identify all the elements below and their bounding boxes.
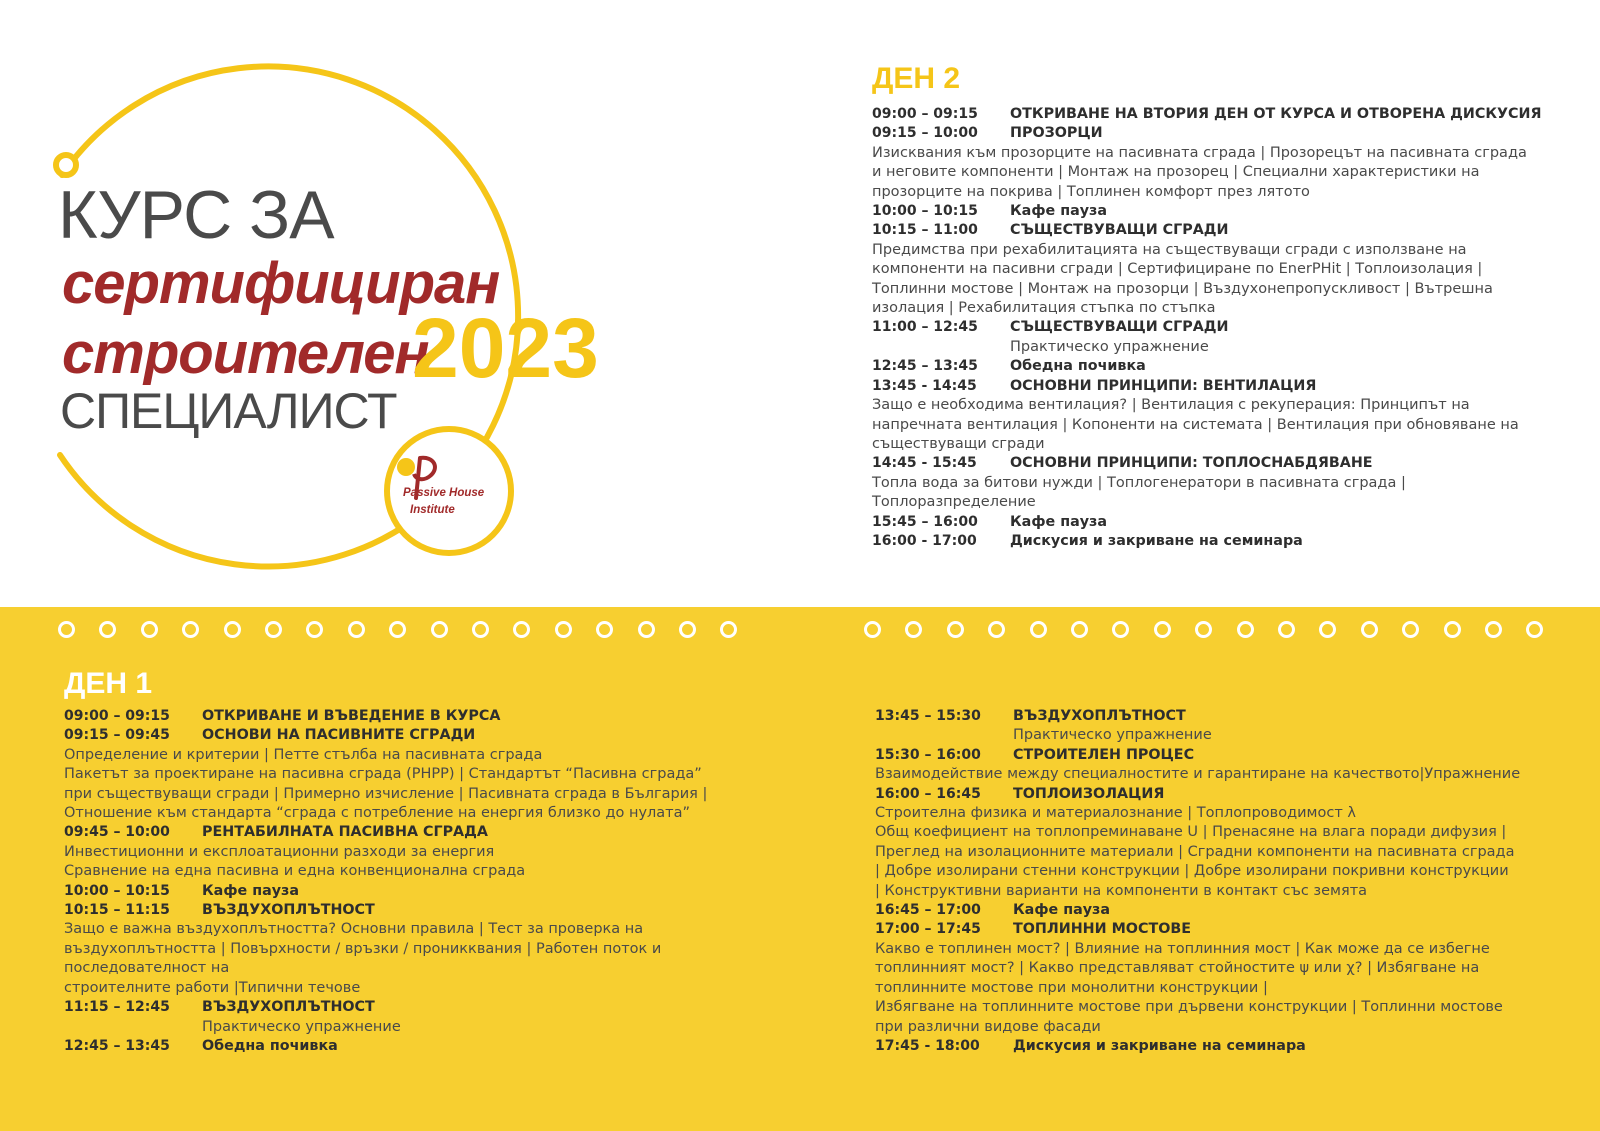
day1-schedule-column1	[64, 707, 784, 1056]
item-subtitle: Практическо упражнение	[202, 1018, 401, 1035]
item-title: ПРОЗОРЦИ	[1010, 125, 1103, 142]
schedule-item	[875, 1037, 1575, 1056]
title-line-specialist: СПЕЦИАЛИСТ	[60, 383, 397, 439]
ring-start-circle	[56, 155, 76, 175]
item-time: 12:45 – 13:45	[64, 1037, 170, 1054]
item-time: 09:45 – 10:00	[64, 824, 170, 841]
item-description: Топла вода за битови нужди | Топлогенератори в пасивната сграда | Топлоразпределение	[872, 474, 1406, 511]
item-time: 10:15 – 11:15	[64, 902, 170, 919]
item-description: Какво е топлинен мост? | Влияние на топлинния мост | Как може да се избегне топлинният мост? | Какво представляват стойностите ψ или χ? | Избягване на топлинните мостове при монолитни конструкции | Избягване на топлинните мостове при дървени конструкции | Топлинни мостове при различни видове фасади	[875, 940, 1503, 1035]
schedule-item	[875, 920, 1575, 939]
schedule-item	[64, 998, 784, 1017]
binding-dot	[224, 621, 241, 638]
binding-dot	[555, 621, 572, 638]
item-time: 16:45 – 17:00	[875, 902, 981, 919]
item-time: 14:45 - 15:45	[872, 455, 977, 472]
item-description: Предимства при рехабилитацията на съществуващи сгради с използване на компоненти на пасивни сгради | Сертифициране по EnerPHit | Топлоизолация | Топлинни мостове | Монтаж на прозорци | Въздухонепропускливост | Вътрешна изолация | Рехабилитация стъпка по стъпка	[872, 241, 1493, 317]
item-time: 13:45 – 15:30	[875, 708, 981, 724]
item-title: ТОПЛИННИ МОСТОВЕ	[1013, 921, 1192, 938]
schedule-item	[64, 1037, 784, 1056]
binding-dot	[679, 621, 696, 638]
item-time: 16:00 - 17:00	[872, 532, 977, 549]
item-time: 09:00 – 09:15	[64, 708, 170, 724]
day1-title: ДЕН 1	[64, 667, 153, 700]
schedule-item	[872, 454, 1552, 473]
item-time: 13:45 - 14:45	[872, 377, 977, 394]
day2-schedule	[872, 105, 1552, 551]
binding-dot	[348, 621, 365, 638]
item-title: Кафе пауза	[1010, 513, 1107, 530]
schedule-item	[872, 202, 1552, 221]
item-subtitle: Практическо упражнение	[1010, 338, 1209, 355]
logo-text-line1: Passive House	[403, 487, 485, 499]
schedule-item	[875, 707, 1575, 726]
item-time: 15:45 – 16:00	[872, 513, 978, 530]
binding-dot	[431, 621, 448, 638]
binding-dot	[1154, 621, 1171, 638]
schedule-item	[64, 823, 784, 842]
logo-text-line2: Institute	[410, 504, 455, 516]
item-title: СЪЩЕСТВУВАЩИ СГРАДИ	[1010, 222, 1229, 239]
schedule-item	[875, 901, 1575, 920]
item-time: 15:30 – 16:00	[875, 746, 981, 763]
day2-title: ДЕН 2	[872, 62, 961, 95]
schedule-item	[872, 124, 1552, 143]
item-time: 09:00 – 09:15	[872, 106, 978, 122]
binding-dot	[1485, 621, 1502, 638]
item-description: Определение и критерии | Петте стълба на пасивната сграда Пакетът за проектиране на пасивна сграда (PHPP) | Стандартът “Пасивна сграда” при съществуващи сгради | Примерно изчисление | Пасивната сграда в България | Отношение към стандарта “сграда с потребление на енергия близко до нулата”	[64, 746, 708, 822]
item-time: 17:45 - 18:00	[875, 1037, 980, 1054]
item-title: РЕНТАБИЛНАТА ПАСИВНА СГРАДА	[202, 824, 488, 841]
item-title: Дискусия и закриване на семинара	[1013, 1037, 1306, 1054]
schedule-item	[872, 532, 1552, 551]
schedule-item	[875, 746, 1575, 765]
binding-dot	[1444, 621, 1461, 638]
title-line-course-for: КУРС ЗА	[58, 177, 334, 253]
item-description: Изисквания към прозорците на пасивната сграда | Прозорецът на пасивната сграда и неговите компоненти | Монтаж на прозорец | Специални характеристики на прозорците на покрива | Топлинен комфорт през лятото	[872, 144, 1527, 200]
item-time: 12:45 – 13:45	[872, 358, 978, 375]
binding-dot	[638, 621, 655, 638]
title-line-certified: сертифициран	[62, 251, 500, 316]
schedule-item	[872, 318, 1552, 337]
item-time: 16:00 – 16:45	[875, 785, 981, 802]
item-title: ВЪЗДУХОПЛЪТНОСТ	[202, 999, 375, 1016]
item-time: 09:15 – 09:45	[64, 727, 170, 744]
item-title: СТРОИТЕЛЕН ПРОЦЕС	[1013, 746, 1195, 763]
item-time: 10:15 – 11:00	[872, 222, 978, 239]
schedule-item	[872, 357, 1552, 376]
item-description: Строителна физика и материалознание | Топлопроводимост λ Общ коефициент на топлопреминаване U | Пренасяне на влага поради дифузия | Преглед на изолационните материали | Сградни компоненти на пасивната сграда | Добре изолирани стенни конструкции | Добре изолирани покривни конструкции | Конструктивни варианти на компоненти в контакт със земята	[875, 805, 1515, 899]
item-time: 11:15 – 12:45	[64, 999, 170, 1016]
item-description: Защо е необходима вентилация? | Вентилация с рекуперация: Принципът на напречната вентилация | Копоненти на системата | Вентилация при обновяване на съществуващи сгради	[872, 397, 1519, 452]
item-title: ТОПЛОИЗОЛАЦИЯ	[1013, 785, 1165, 802]
schedule-item	[64, 726, 784, 745]
schedule-item	[872, 377, 1552, 396]
binding-dot	[864, 621, 881, 638]
item-title: ВЪЗДУХОПЛЪТНОСТ	[1013, 708, 1186, 724]
binding-dot	[1030, 621, 1047, 638]
item-time: 10:00 – 10:15	[872, 203, 978, 220]
item-time: 11:00 – 12:45	[872, 319, 978, 336]
item-description: Взаимодействие между специалностите и гарантиране на качеството|Упражнение	[875, 766, 1521, 783]
item-title: ВЪЗДУХОПЛЪТНОСТ	[202, 902, 375, 919]
binding-dot	[1071, 621, 1088, 638]
binding-dot	[1361, 621, 1378, 638]
schedule-item	[872, 513, 1552, 532]
item-title: Обедна почивка	[202, 1037, 338, 1054]
item-description: Инвестиционни и експлоатационни разходи за енергия Сравнение на една пасивна и една конвенционална сграда	[64, 843, 526, 880]
item-title: Кафе пауза	[202, 882, 299, 899]
schedule-item	[872, 105, 1552, 124]
schedule-item	[872, 221, 1552, 240]
item-title: Обедна почивка	[1010, 358, 1146, 375]
binding-dot	[1237, 621, 1254, 638]
binding-dot	[141, 621, 158, 638]
item-title: Кафе пауза	[1010, 203, 1107, 220]
item-title: ОТКРИВАНЕ НА ВТОРИЯ ДЕН ОТ КУРСА И ОТВОРЕНА ДИСКУСИЯ	[1010, 106, 1542, 122]
schedule-item	[64, 901, 784, 920]
item-title: Кафе пауза	[1013, 902, 1110, 919]
item-title: СЪЩЕСТВУВАЩИ СГРАДИ	[1010, 319, 1229, 336]
item-title: Дискусия и закриване на семинара	[1010, 532, 1303, 549]
item-description: Защо е важна въздухоплътността? Основни правила | Тест за проверка на въздухоплътността | Повърхности / връзки / проникквания | Работен поток и последователност на строителните работи |Типични течове	[64, 921, 662, 996]
item-title: ОСНОВНИ ПРИНЦИПИ: ТОПЛОСНАБДЯВАНЕ	[1010, 455, 1373, 472]
binding-dot	[947, 621, 964, 638]
item-title: ОСНОВИ НА ПАСИВНИТЕ СГРАДИ	[202, 727, 476, 744]
day1-schedule-column2	[875, 707, 1575, 1056]
binding-dot	[58, 621, 75, 638]
binding-dot	[472, 621, 489, 638]
binding-dot	[1278, 621, 1295, 638]
item-title: ОТКРИВАНЕ И ВЪВЕДЕНИЕ В КУРСА	[202, 708, 501, 724]
item-title: ОСНОВНИ ПРИНЦИПИ: ВЕНТИЛАЦИЯ	[1010, 377, 1317, 394]
item-time: 09:15 – 10:00	[872, 125, 978, 142]
title-line-construction: строителен	[62, 321, 429, 386]
schedule-item	[875, 785, 1575, 804]
course-year: 2023	[412, 301, 599, 395]
item-time: 17:00 – 17:45	[875, 921, 981, 938]
binding-dot	[265, 621, 282, 638]
schedule-item	[64, 707, 784, 726]
item-time: 10:00 – 10:15	[64, 882, 170, 899]
item-subtitle: Практическо упражнение	[1013, 727, 1212, 744]
schedule-item	[64, 882, 784, 901]
